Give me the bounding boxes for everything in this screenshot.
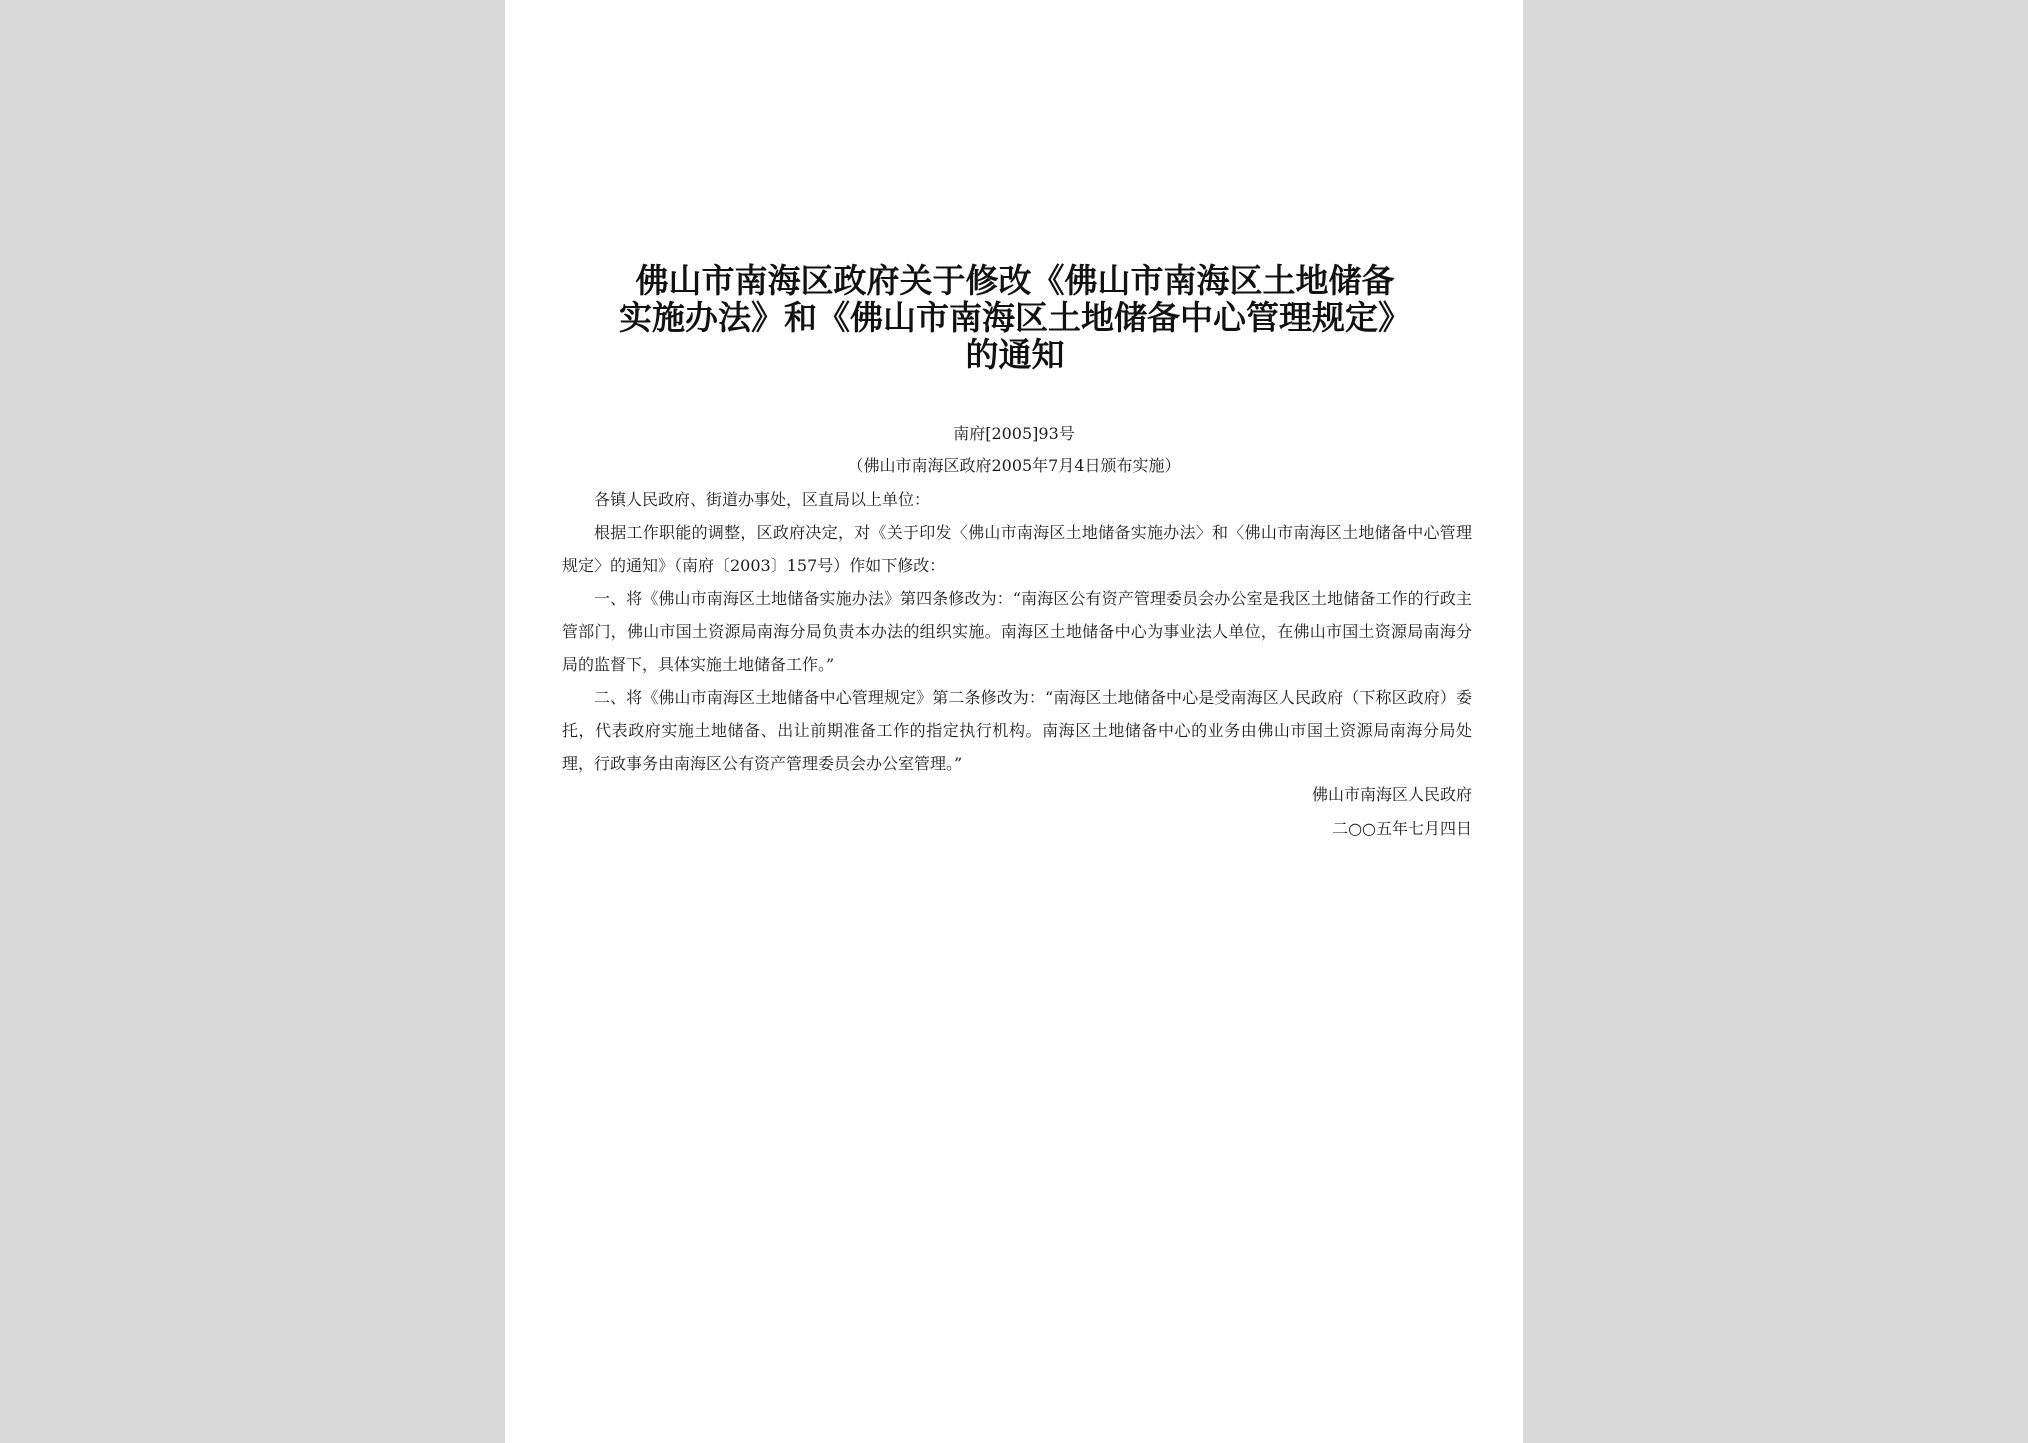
issued-note: （佛山市南海区政府2005年7月4日颁布实施） <box>847 456 1181 475</box>
document-number: 南府[2005]93号 <box>953 424 1075 443</box>
signature-organization: 佛山市南海区人民政府 <box>1311 785 1472 804</box>
title-line-1: 佛山市南海区政府关于修改《佛山市南海区土地储备 <box>635 261 1395 300</box>
paragraph-amendment-2: 二、将《佛山市南海区土地储备中心管理规定》第二条修改为：“南海区土地储备中心是受南海区人民政府（下称区政府）委托，代表政府实施土地储备、出让前期准备工作的指定执行机构。南海区土地储备中心的业务由佛山市国土资源局南海分局处理，行政事务由南海区公有资产管理委员会办公室管理。” <box>562 688 1472 773</box>
title-line-3: 的通知 <box>965 335 1065 374</box>
paragraph-amendment-1: 一、将《佛山市南海区土地储备实施办法》第四条修改为：“南海区公有资产管理委员会办公室是我区土地储备工作的行政主管部门，佛山市国土资源局南海分局负责本办法的组织实施。南海区土地储备中心为事业法人单位，在佛山市国土资源局南海分局的监督下，具体实施土地储备工作。” <box>562 589 1472 674</box>
document-page <box>505 0 1523 1443</box>
title-line-2: 实施办法》和《佛山市南海区土地储备中心管理规定》 <box>619 298 1411 337</box>
addressee: 各镇人民政府、街道办事处，区直局以上单位： <box>594 490 931 509</box>
signature-date: 二○○五年七月四日 <box>1332 819 1472 838</box>
paragraph-intro: 根据工作职能的调整，区政府决定，对《关于印发〈佛山市南海区土地储备实施办法〉和〈佛山市南海区土地储备中心管理规定〉的通知》（南府〔2003〕157号）作如下修改： <box>562 523 1472 575</box>
document-title <box>565 262 1465 373</box>
